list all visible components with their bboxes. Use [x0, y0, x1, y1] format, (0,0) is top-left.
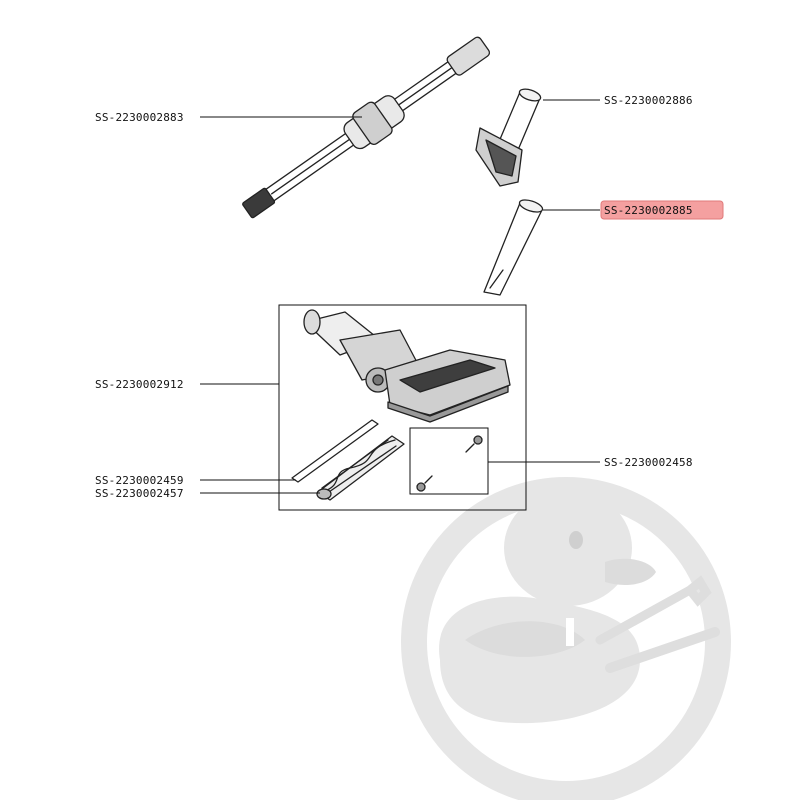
brush-roll-drawing	[317, 436, 404, 500]
part-label-floor-head-assembly[interactable]: SS-2230002912	[95, 378, 184, 391]
part-label-crevice-tool[interactable]: SS-2230002885	[604, 204, 693, 217]
part-label-handle-tube[interactable]: SS-2230002883	[95, 111, 184, 124]
screw-kit-drawing	[410, 428, 488, 494]
part-label-screw-kit[interactable]: SS-2230002458	[604, 456, 693, 469]
part-label-rod[interactable]: SS-2230002459	[95, 474, 184, 487]
watermark-logo	[414, 490, 718, 794]
crevice-tool-drawing	[484, 198, 544, 295]
handle-tube-drawing	[236, 29, 495, 226]
part-label-brush-roll[interactable]: SS-2230002457	[95, 487, 184, 500]
mini-turbo-brush-drawing	[476, 87, 542, 186]
part-label-mini-turbo-brush[interactable]: SS-2230002886	[604, 94, 693, 107]
floor-head-drawing	[304, 310, 510, 422]
leader-lines	[200, 100, 600, 493]
